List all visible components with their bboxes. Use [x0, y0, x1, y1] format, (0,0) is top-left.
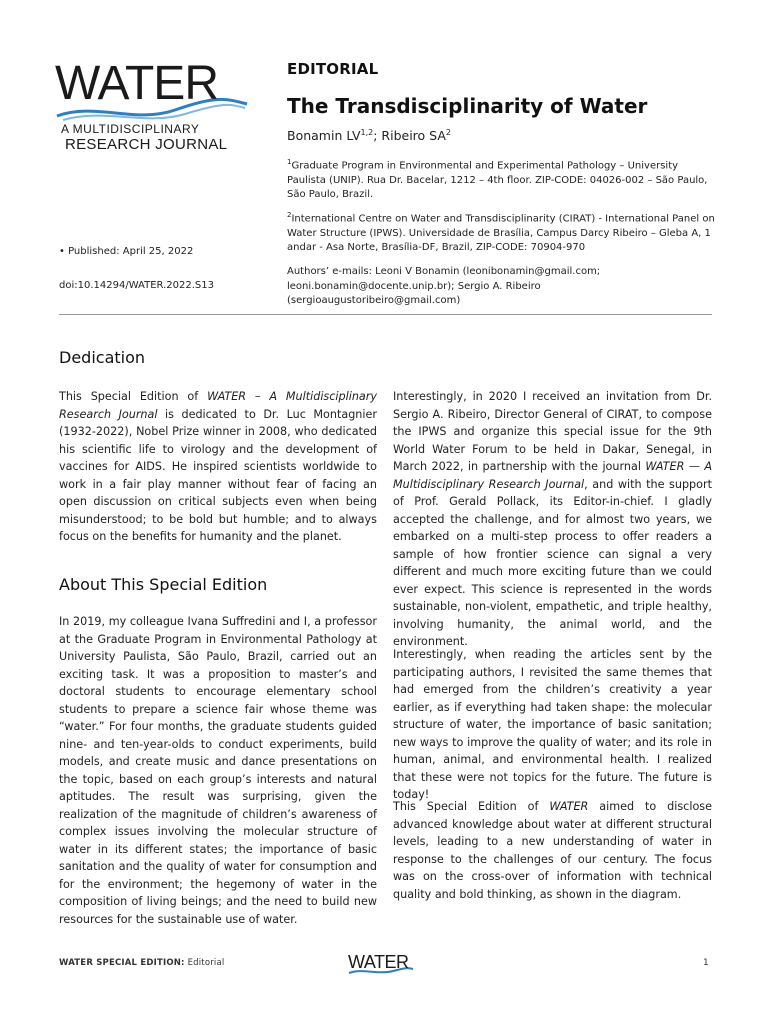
- right-paragraph-2: Interestingly, when reading the articles sent by the participating authors, I revisited the same themes that had emerged from the children’s creativity a year earlier, as if everything had taken shape: the molecular structure of water, the importance of basic sanitation; new ways to improve the quality of water; and its role in human, animal, and environmental health. I realized that these were not topics for the future. The future is today!: [393, 648, 712, 801]
- journal-logo: [55, 57, 255, 160]
- journal-name-italic: WATER – A Multidisciplinary Research Journal: [59, 390, 378, 421]
- footer-journal: [59, 958, 224, 968]
- right-p3-post: aimed to disclose advanced knowledge about water at different structural levels, leading to a new understanding of water in response to the challenges of our century. The focus was on the cross-over of information with technical quality and bold thinking, as shown in the diagram.: [393, 800, 713, 901]
- right-p1-italic: WATER — A Multidisciplinary Research Journal: [393, 460, 712, 491]
- footer-journal-name: WATER SPECIAL EDITION:: [59, 958, 185, 968]
- right-p1-pre: Interestingly, in 2020 I received an invitation from Dr. Sergio A. Ribeiro, Director General of CIRAT, to compose the IPWS and organize this special issue for the 9th World Water Forum to be held in Dakar, Senegal, in March 2022, in partnership with the journal: [393, 390, 712, 473]
- affiliation-2-sup: 2: [287, 211, 292, 219]
- affiliation-2-text: International Centre on Water and Transdisciplinarity (CIRAT) - International Panel on Water Structure (IPWS). Universidade de Brasília, Campus Darcy Ribeiro – Gleba A, 1 andar - Asa Norte, Brasília-DF, Brazil, ZIP-CODE: 70904-970: [287, 213, 715, 254]
- page-number: 1: [703, 958, 709, 968]
- affiliation-1-sup: 1: [287, 158, 292, 166]
- dedication-pre: This Special Edition of: [59, 390, 208, 403]
- affiliation-2: [287, 208, 717, 256]
- right-paragraph-1: [393, 388, 712, 651]
- article-title: The Transdisciplinarity of Water: [287, 94, 648, 118]
- author-line: [287, 128, 451, 143]
- logo-subtitle-1: A MULTIDISCIPLINARY: [61, 122, 200, 136]
- author-1: Bonamin LV: [287, 128, 361, 144]
- footer-logo: [346, 952, 416, 978]
- right-p3-pre: This Special Edition of: [393, 800, 550, 813]
- logo-subtitle-2: RESEARCH JOURNAL: [65, 136, 228, 153]
- affiliation-1: [287, 155, 717, 203]
- dedication-text: [59, 388, 377, 546]
- footer-section: Editorial: [184, 958, 225, 968]
- doi: doi:10.14294/WATER.2022.S13: [59, 280, 214, 291]
- published-date: • Published: April 25, 2022: [59, 246, 194, 257]
- author-1-sup: 1,2: [360, 128, 374, 137]
- section-label: EDITORIAL: [287, 60, 379, 78]
- dedication-heading: Dedication: [59, 348, 146, 367]
- right-p1-post: , and with the support of Prof. Gerald Pollack, its Editor-in-chief. I gladly accepted the challenge, and for almost two years, we embarked on a multi-step process to offer readers a sample of how frontier science can signal a very different and much more exciting future than we could ever expect. This science is represented in the words sustainable, non-violent, empathetic, and triple healthy, involving humanity, the animal world, and the environment.: [393, 477, 712, 648]
- footer-logo-text: WATER: [348, 952, 409, 972]
- about-text: In 2019, my colleague Ivana Suffredini and I, a professor at the Graduate Program in Environmental Pathology at University Paulista, São Paulo, Brazil, carried out an exciting task. It was a proposition to master’s and doctoral students to encourage elementary school students to prepare a science fair whose theme was “water.” For four months, the graduate students guided nine- and ten-year-olds to conduct experiments, build models, and create music and dance presentations on the topic, based on each group’s interests and natural aptitudes. The result was surprising, given the realization of the magnitude of children’s awareness of complex issues involving the molecular structure of water in its different states; the importance of basic sanitation and the quality of water for consumption and for the environment; the hegemony of water in the composition of living beings; and the need to build new resources for the sustainable use of water.: [59, 615, 377, 926]
- right-p3-italic: WATER: [549, 800, 589, 813]
- dedication-post: is dedicated to Dr. Luc Montagnier (1932-2022), Nobel Prize winner in 2008, who dedicated his scientific life to virology and the development of vaccines for AIDS. He inspired scientists worldwide to work in a fair play manner without fear of facing an open discussion on critical subjects even when being misunderstood; to be bold but humble; and to always focus on the benefits for humanity and the planet.: [59, 407, 377, 543]
- about-heading: About This Special Edition: [59, 575, 268, 594]
- author-2: ; Ribeiro SA: [373, 128, 446, 144]
- affiliation-1-text: Graduate Program in Environmental and Experimental Pathology – University Paulista (UNIP). Rua Dr. Bacelar, 1212 – 4th floor. ZIP-CODE: 04026-002 – São Paulo, São Paulo, Brazil.: [287, 160, 708, 201]
- author-emails: Authors’ e-mails: Leoni V Bonamin (leonibonamin@gmail.com; leoni.bonamin@docente.unip.br); Sergio A. Ribeiro (sergioaugustoribeiro@gmail.com): [287, 266, 601, 306]
- logo-wordmark: WATER: [55, 57, 218, 110]
- right-paragraph-3: [393, 798, 712, 903]
- author-2-sup: 2: [445, 128, 451, 137]
- header-divider: [59, 314, 712, 315]
